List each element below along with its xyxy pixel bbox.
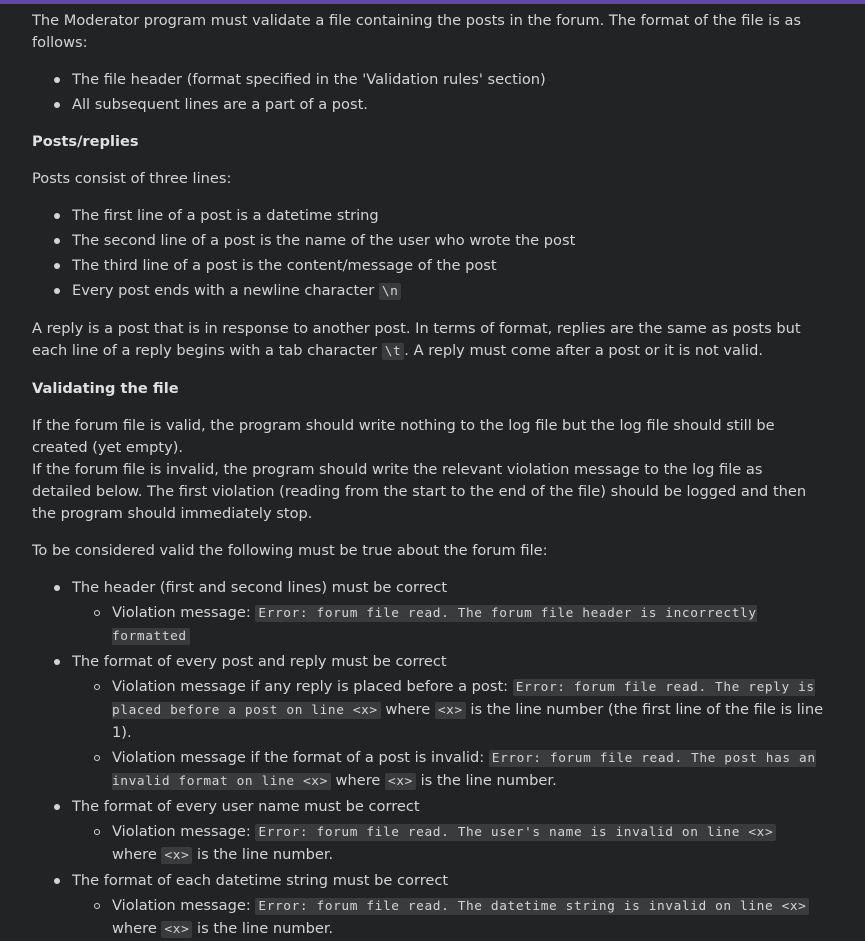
sub-list [72, 602, 825, 648]
violation-code: Error: forum file read. The reply is placed before a post on line <x> [112, 680, 815, 718]
paragraph-text: . A reply must come after a post or it is not valid. [404, 342, 763, 359]
sub-list-item [112, 747, 825, 793]
list-item [72, 870, 825, 941]
paragraph-text: If the forum file is valid, the program should write nothing to the log file but the log file should still be created (yet empty). [32, 417, 775, 456]
violation-label: Violation message: [112, 823, 256, 840]
paragraph-text: If the forum file is invalid, the program should write the relevant violation message to the log file as detailed below. The first violation (reading from the start to the end of the file) should be logged and then the program should immediately stop. [32, 461, 807, 522]
rules-list [32, 577, 825, 941]
violation-text: where [112, 846, 162, 863]
sub-list-item [112, 602, 825, 648]
violation-text: where [330, 772, 386, 789]
rule-text: The format of every post and reply must be correct [72, 653, 447, 670]
violation-text: is the line number. [192, 846, 334, 863]
violation-text: is the line number (the first line of the file is line 1). [112, 701, 824, 741]
violation-code: Error: forum file read. The forum file header is incorrectly formatted [112, 606, 757, 644]
rules-intro: To be considered valid the following must be true about the forum file: [32, 542, 548, 559]
violation-label: Violation message: [112, 604, 256, 621]
list-item: The second line of a post is the name of the user who wrote the post [72, 230, 825, 252]
inline-code: <x> [161, 921, 192, 938]
violation-text: where [112, 920, 162, 937]
violation-text: is the line number. [192, 920, 334, 937]
sub-list-item [112, 676, 825, 744]
violation-code: Error: forum file read. The post has an invalid format on line <x> [112, 751, 816, 789]
sub-list [72, 895, 825, 941]
rule-text: The format of every user name must be correct [72, 798, 420, 815]
validity-paragraph [32, 415, 825, 525]
list-item [72, 280, 825, 303]
inline-code: <x> [385, 773, 416, 790]
list-item [72, 796, 825, 867]
posts-heading: Posts/replies [32, 133, 139, 150]
violation-label: Violation message: [112, 897, 256, 914]
violation-code: Error: forum file read. The user's name is invalid on line <x> [255, 824, 776, 841]
violation-label: Violation message if any reply is placed before a post: [112, 678, 513, 695]
violation-code: Error: forum file read. The datetime string is invalid on line <x> [255, 898, 809, 915]
sub-list-item [112, 895, 825, 941]
sub-list-item [112, 821, 825, 867]
violation-text: is the line number. [415, 772, 557, 789]
list-item [72, 577, 825, 648]
list-item: All subsequent lines are a part of a post. [72, 94, 825, 116]
file-format-list [32, 69, 825, 116]
list-item: The third line of a post is the content/message of the post [72, 255, 825, 277]
posts-paragraph: Posts consist of three lines: [32, 170, 232, 187]
document-body [0, 4, 865, 941]
validating-heading: Validating the file [32, 380, 179, 397]
rule-text: The format of each datetime string must be correct [72, 872, 449, 889]
inline-code: \n [379, 283, 402, 300]
inline-code: \t [382, 343, 405, 360]
list-item: The file header (format specified in the 'Validation rules' section) [72, 69, 825, 91]
sub-list [72, 821, 825, 867]
rule-text: The header (first and second lines) must be correct [72, 579, 448, 596]
inline-code: <x> [435, 702, 466, 719]
inline-code: <x> [161, 847, 192, 864]
reply-paragraph [32, 318, 825, 363]
violation-text: where [380, 701, 435, 718]
list-item-text: Every post ends with a newline character [72, 282, 379, 299]
list-item: The first line of a post is a datetime string [72, 205, 825, 227]
paragraph-text: A reply is a post that is in response to another post. In terms of format, replies are the same as posts but each line of a reply begins with a tab character [32, 320, 801, 359]
violation-label: Violation message if the format of a post is invalid: [112, 749, 489, 766]
list-item [72, 651, 825, 793]
posts-list [32, 205, 825, 303]
intro-paragraph: The Moderator program must validate a file containing the posts in the forum. The format of the file is as follows: [32, 12, 802, 51]
sub-list [72, 676, 825, 793]
